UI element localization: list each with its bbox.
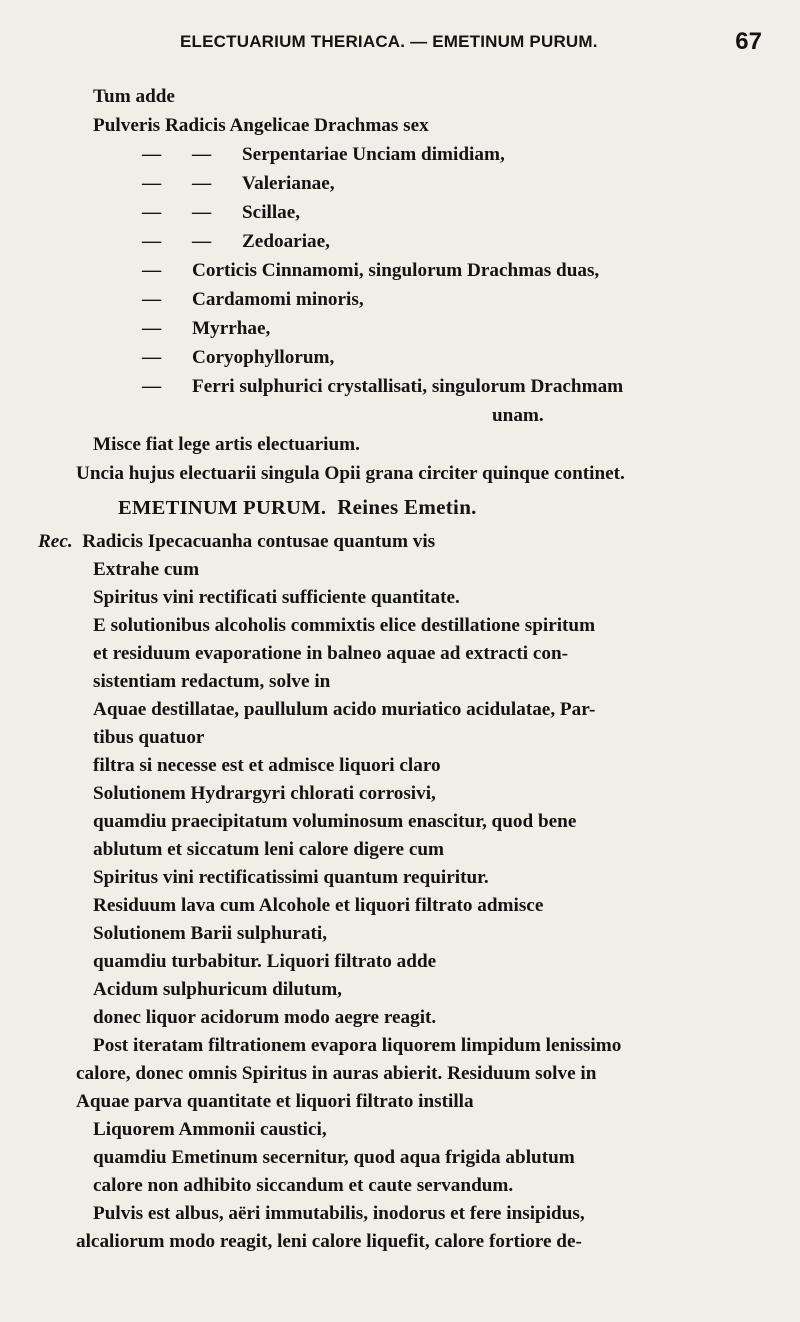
text-line: E solutionibus alcoholis commixtis elice destillatione spiritum bbox=[93, 615, 596, 636]
text-line: donec liquor acidorum modo aegre reagit. bbox=[93, 1007, 437, 1028]
text-line: quamdiu turbabitur. Liquori filtrato adde bbox=[93, 951, 437, 972]
text-line: Liquorem Ammonii caustici, bbox=[93, 1119, 327, 1140]
ditto-dash: — bbox=[142, 376, 162, 397]
ditto-dash: — bbox=[142, 144, 162, 165]
ditto-dash: — bbox=[142, 173, 162, 194]
text-line: et residuum evaporatione in balneo aquae ad extracti con- bbox=[93, 643, 569, 664]
text-line: Post iteratam filtrationem evapora liquorem limpidum lenissimo bbox=[93, 1035, 622, 1056]
text-line: Pulveris Radicis Angelicae Drachmas sex bbox=[93, 115, 429, 136]
text-line: alcaliorum modo reagit, leni calore liquefit, calore fortiore de- bbox=[76, 1231, 582, 1252]
text-line: quamdiu praecipitatum voluminosum enascitur, quod bene bbox=[93, 811, 577, 832]
text-line: ablutum et siccatum leni calore digere cum bbox=[93, 839, 445, 860]
ditto-dash: — bbox=[142, 347, 162, 368]
section-heading: EMETINUM PURUM. Reines Emetin. bbox=[118, 495, 477, 519]
ditto-dash: — bbox=[192, 202, 212, 223]
text-line: Spiritus vini rectificatissimi quantum requiritur. bbox=[93, 867, 489, 888]
text-line: calore non adhibito siccandum et caute servandum. bbox=[93, 1175, 514, 1196]
text-line: — Cardamomi minoris, bbox=[142, 289, 364, 310]
text-line: tibus quatuor bbox=[93, 727, 205, 748]
german-title: Reines Emetin. bbox=[337, 495, 477, 519]
ditto-dash: — bbox=[192, 173, 212, 194]
text-line: — Corticis Cinnamomi, singulorum Drachmas duas, bbox=[142, 260, 600, 281]
running-title: ELECTUARIUM THERIACA. — EMETINUM PURUM. bbox=[180, 32, 598, 51]
text-line: Tum adde bbox=[93, 86, 175, 107]
text-line: Aquae parva quantitate et liquori filtrato instilla bbox=[76, 1091, 474, 1112]
text-line: calore, donec omnis Spiritus in auras abierit. Residuum solve in bbox=[76, 1063, 597, 1084]
text-line: unam. bbox=[492, 405, 544, 426]
ditto-dash: — bbox=[142, 231, 162, 252]
page-number: 67 bbox=[735, 28, 762, 55]
text-line: — Myrrhae, bbox=[142, 318, 271, 339]
ditto-dash: — bbox=[192, 231, 212, 252]
text-line: quamdiu Emetinum secernitur, quod aqua frigida ablutum bbox=[93, 1147, 575, 1168]
text-line: Pulvis est albus, aëri immutabilis, inodorus et fere insipidus, bbox=[93, 1203, 585, 1224]
ditto-dash: — bbox=[142, 318, 162, 339]
text-line: Extrahe cum bbox=[93, 559, 200, 580]
page-header bbox=[0, 30, 800, 66]
text-line: filtra si necesse est et admisce liquori claro bbox=[93, 755, 441, 776]
text-line: — Ferri sulphurici crystallisati, singulorum Drachmam bbox=[142, 376, 624, 397]
text-line: Rec. Radicis Ipecacuanha contusae quantum vis bbox=[38, 531, 436, 552]
text-line: Acidum sulphuricum dilutum, bbox=[93, 979, 342, 1000]
text-line: Spiritus vini rectificati sufficiente quantitate. bbox=[93, 587, 460, 608]
text-line: — — Valerianae, bbox=[142, 173, 335, 194]
text-line: — Coryophyllorum, bbox=[142, 347, 335, 368]
text-line: sistentiam redactum, solve in bbox=[93, 671, 331, 692]
ditto-dash: — bbox=[142, 202, 162, 223]
text-line: Misce fiat lege artis electuarium. bbox=[93, 434, 360, 455]
recipe-label: Rec. bbox=[38, 531, 73, 552]
text-line: — — Zedoariae, bbox=[142, 231, 330, 252]
text-line: Uncia hujus electuarii singula Opii grana circiter quinque continet. bbox=[76, 463, 625, 484]
text-line: — — Serpentariae Unciam dimidiam, bbox=[142, 144, 505, 165]
text-line: Solutionem Hydrargyri chlorati corrosivi, bbox=[93, 783, 436, 804]
text-line: Solutionem Barii sulphurati, bbox=[93, 923, 328, 944]
ditto-dash: — bbox=[192, 144, 212, 165]
text-line: Aquae destillatae, paullulum acido muriatico acidulatae, Par- bbox=[93, 699, 596, 720]
text-line: Residuum lava cum Alcohole et liquori filtrato admisce bbox=[93, 895, 544, 916]
ditto-dash: — bbox=[142, 289, 162, 310]
text-line: — — Scillae, bbox=[142, 202, 301, 223]
ditto-dash: — bbox=[142, 260, 162, 281]
